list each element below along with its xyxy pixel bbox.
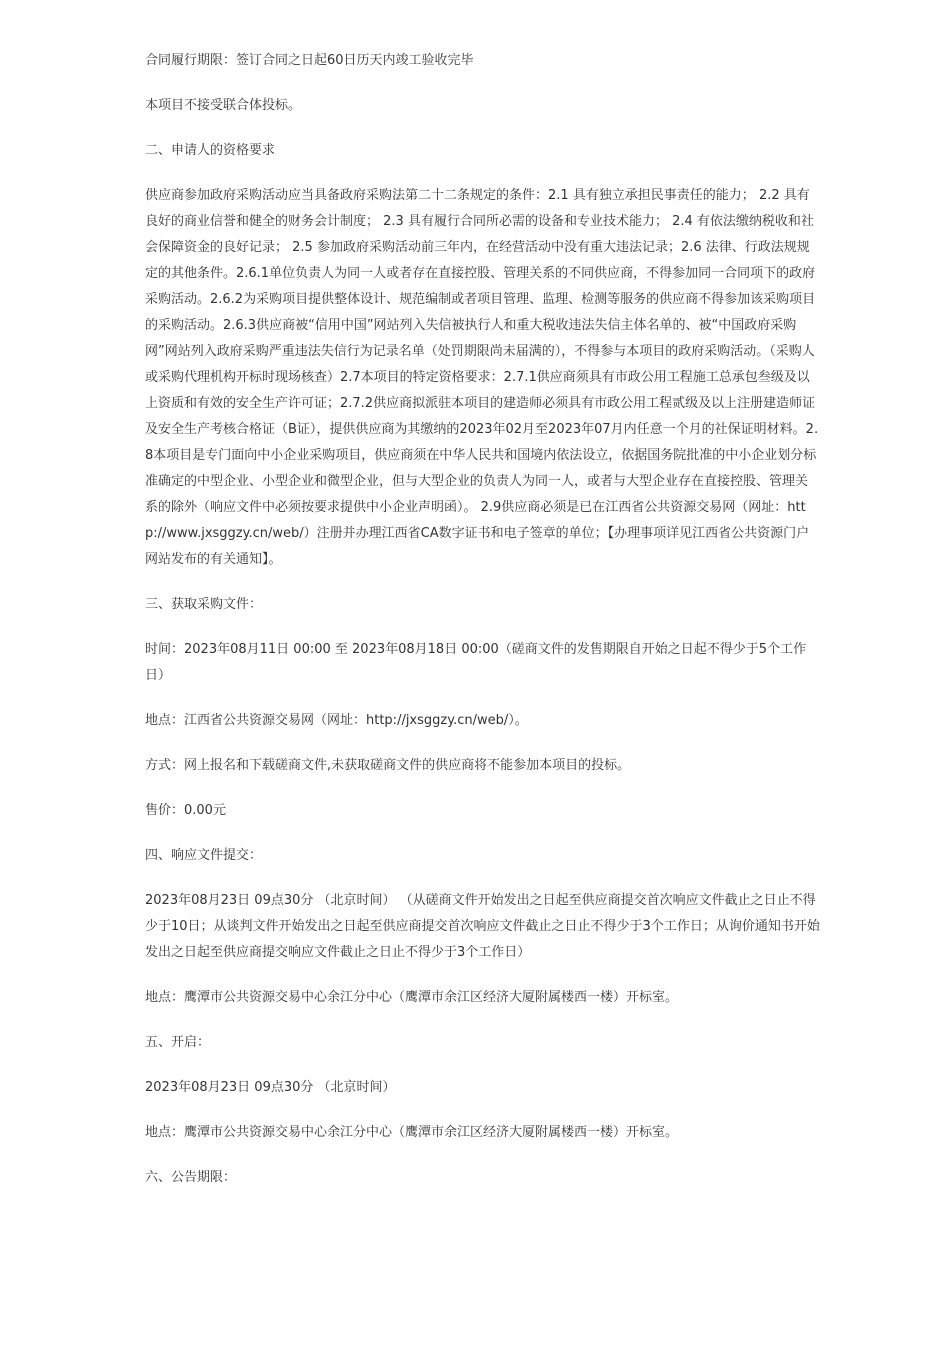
section-heading-submission: 四、响应文件提交： [145, 848, 263, 863]
submission-place: 地点：鹰潭市公共资源交易中心余江分中心（鹰潭市余江区经济大厦附属楼西一楼）开标室。 [145, 990, 679, 1005]
obtain-documents-price: 售价：0.00元 [145, 803, 226, 818]
section-heading-qualifications: 二、申请人的资格要求 [145, 143, 276, 158]
section-heading-obtain-documents: 三、获取采购文件： [145, 597, 263, 612]
opening-time: 2023年08月23日 09点30分 （北京时间） [145, 1080, 396, 1095]
qualifications-body: 供应商参加政府采购活动应当具备政府采购法第二十二条规定的条件：2.1 具有独立承担民事责任的能力； 2.2 具有良好的商业信誉和健全的财务会计制度； 2.3 具有履行合同所必需的设备和专业技术能力； 2.4 有依法缴纳税收和社会保障资金的良好记录； 2.5 参加政府采购活动前三年内，在经营活动中没有重大违法记录；2.6 法律、行政法规规定的其他条件。2.6.1单位负责人为同一人或者存在直接控股、管理关系的不同供应商，不得参加同一合同项下的政府采购活动。2.6.2为采购项目提供整体设计、规范编制或者项目管理、监理、检测等服务的供应商不得参加该采购项目的采购活动。2.6.3供应商被“信用中国”网站列入失信被执行人和重大税收违法失信主体名单的、被“中国政府采购网”网站列入政府采购严重违法失信行为记录名单（处罚期限尚未届满的），不得参与本项目的政府采购活动。（采购人或采购代理机构开标时现场核查）2.7本项目的特定资格要求：2.7.1供应商须具有市政公用工程施工总承包叁级及以上资质和有效的安全生产许可证；2.7.2供应商拟派驻本项目的建造师必须具有市政公用工程贰级及以上注册建造师证及安全生产考核合格证（B证），提供供应商为其缴纳的2023年02月至2023年07月内任意一个月的社保证明材料。2.8本项目是专门面向中小企业采购项目，供应商须在中华人民共和国境内依法设立，依据国务院批准的中小企业划分标准确定的中型企业、小型企业和微型企业，但与大型企业的负责人为同一人，或者与大型企业存在直接控股、管理关系的除外（响应文件中必须按要求提供中小企业声明函）。 2.9供应商必须是已在江西省公共资源交易网（网址：http://www.jxsggzy.cn/web/）注册并办理江西省CA数字证书和电子签章的单位；【办理事项详见江西省公共资源门户网站发布的有关通知】。 [145, 188, 819, 567]
obtain-documents-method: 方式：网上报名和下载磋商文件,未获取磋商文件的供应商将不能参加本项目的投标。 [145, 758, 631, 773]
obtain-documents-place: 地点：江西省公共资源交易网（网址：http://jxsggzy.cn/web/）。 [145, 713, 528, 728]
opening-place: 地点：鹰潭市公共资源交易中心余江分中心（鹰潭市余江区经济大厦附属楼西一楼）开标室。 [145, 1125, 679, 1140]
contract-period: 合同履行期限：签订合同之日起60日历天内竣工验收完毕 [145, 53, 474, 68]
obtain-documents-time: 时间：2023年08月11日 00:00 至 2023年08月18日 00:00（磋商文件的发售期限自开始之日起不得少于5个工作日） [145, 642, 807, 683]
section-heading-announcement-period: 六、公告期限： [145, 1170, 237, 1185]
section-heading-opening: 五、开启： [145, 1035, 211, 1050]
document-content [145, 48, 820, 1210]
submission-time: 2023年08月23日 09点30分 （北京时间） （从磋商文件开始发出之日起至供应商提交首次响应文件截止之日止不得少于10日；从谈判文件开始发出之日起至供应商提交首次响应文件截止之日止不得少于3个工作日；从询价通知书开始发出之日起至供应商提交响应文件截止之日止不得少于3个工作日） [145, 893, 820, 960]
no-consortium-notice: 本项目不接受联合体投标。 [145, 98, 302, 113]
